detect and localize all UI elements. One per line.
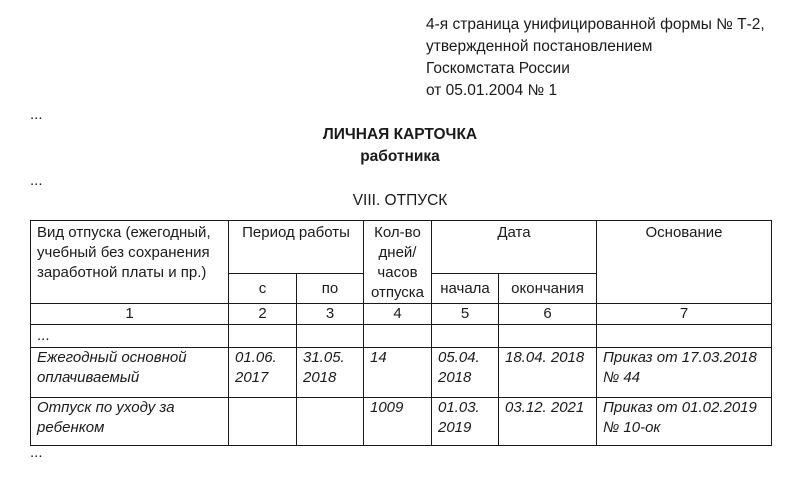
column-number: 3 [297, 304, 364, 325]
document-subtitle: работника [360, 148, 440, 165]
form-note-line: 4-я страница унифицированной формы № Т-2, [426, 16, 765, 33]
cell-from: 01.06. 2017 [229, 348, 297, 398]
header-basis: Основание [597, 221, 772, 304]
cell-from [229, 398, 297, 446]
header-date-end: окончания [499, 274, 597, 304]
ellipsis-top: ... [30, 106, 43, 123]
cell-days: 14 [364, 348, 432, 398]
cell-start: 05.04. 2018 [432, 348, 499, 398]
table-row [31, 348, 772, 398]
column-number: 2 [229, 304, 297, 325]
column-number: 1 [31, 304, 229, 325]
vacation-table [30, 220, 772, 446]
header-date: Дата [432, 221, 597, 274]
form-note-line: Госкомстата России [426, 60, 570, 77]
cell-days: 1009 [364, 398, 432, 446]
cell-end: 18.04. 2018 [499, 348, 597, 398]
document-title: ЛИЧНАЯ КАРТОЧКА [322, 126, 478, 143]
column-number: 6 [499, 304, 597, 325]
header-period-from: с [229, 274, 297, 304]
section-title: VIII. ОТПУСК [352, 192, 448, 209]
header-type: Вид отпуска (ежегодный, учебный без сохранения заработной платы и пр.) [31, 221, 229, 304]
cell-end: 03.12. 2021 [499, 398, 597, 446]
form-note [426, 14, 765, 102]
cell-type: Ежегодный основной оплачиваемый [31, 348, 229, 398]
header-date-start: начала [432, 274, 499, 304]
table-row [31, 398, 772, 446]
cell-start: 01.03. 2019 [432, 398, 499, 446]
header-period-to: по [297, 274, 364, 304]
ellipsis-cell: ... [31, 325, 229, 348]
cell-to [297, 398, 364, 446]
header-days: Кол-во дней/ часов отпуска [364, 221, 432, 304]
ellipsis-middle: ... [30, 172, 43, 189]
ellipsis-bottom: ... [30, 444, 43, 461]
column-number: 5 [432, 304, 499, 325]
column-number: 4 [364, 304, 432, 325]
form-note-line: утвержденной постановлением [426, 38, 653, 55]
cell-basis: Приказ от 17.03.2018 № 44 [597, 348, 772, 398]
table-row-ellipsis [31, 325, 772, 348]
cell-type: Отпуск по уходу за ребенком [31, 398, 229, 446]
header-period: Период работы [229, 221, 364, 274]
cell-basis: Приказ от 01.02.2019 № 10-ок [597, 398, 772, 446]
form-note-line: от 05.01.2004 № 1 [426, 82, 558, 99]
column-numbers-row [31, 304, 772, 325]
cell-to: 31.05. 2018 [297, 348, 364, 398]
column-number: 7 [597, 304, 772, 325]
